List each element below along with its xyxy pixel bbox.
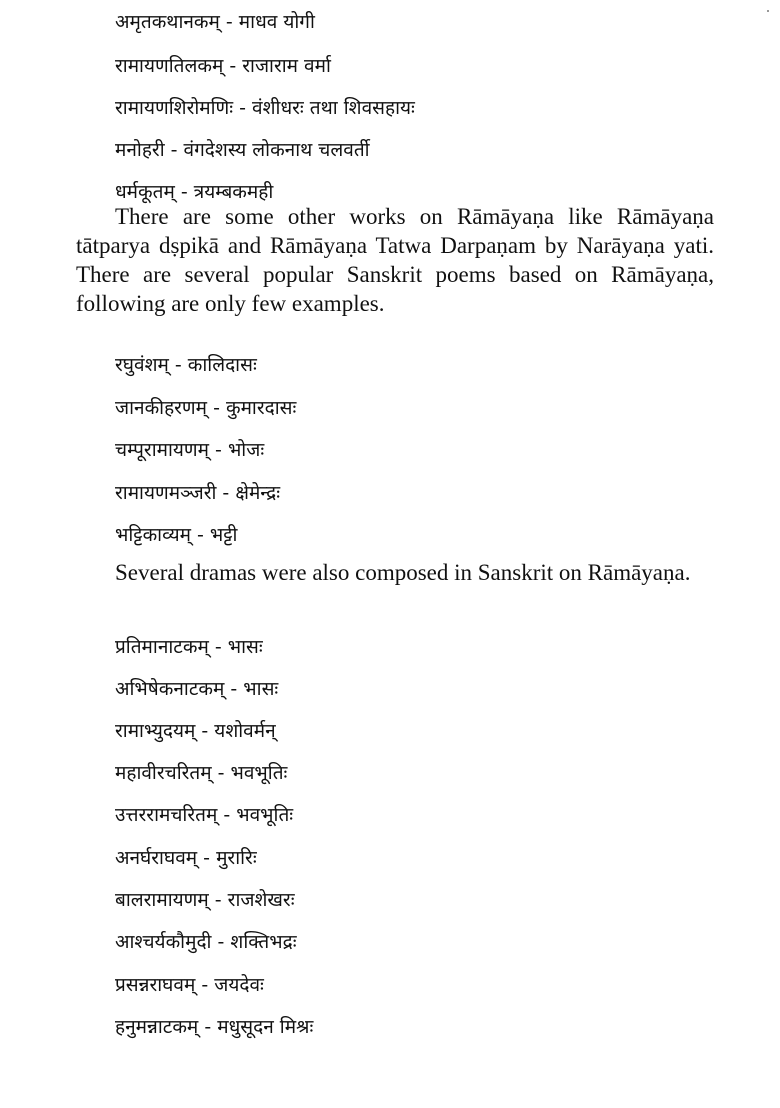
poem-entry: रघुवंशम् - कालिदासः [115,354,257,376]
work-entry: धर्मकूतम् - त्रयम्बकमही [115,181,274,203]
drama-entry: महावीरचरितम् - भवभूतिः [115,762,288,784]
paragraph-other-works: There are some other works on Rāmāyaṇa like Rāmāyaṇa tātparya dṣpikā and Rāmāyaṇa Tatwa Darpaṇam by Narāyaṇa yati. There are several popular Sanskrit poems based on Rāmāyaṇa, following are only few examples. [76,204,714,316]
paragraph-dramas: Several dramas were also composed in Sanskrit on Rāmāyaṇa. [115,560,691,585]
drama-entry: हनुमन्नाटकम् - मधुसूदन मिश्रः [115,1016,314,1038]
drama-entry: अनर्घराघवम् - मुरारिः [115,847,257,869]
work-entry: अमृतकथानकम् - माधव योगी [115,11,315,33]
poem-entry: भट्टिकाव्यम् - भट्टी [115,524,238,546]
drama-entry: प्रतिमानाटकम् - भासः [115,636,263,658]
work-entry: मनोहरी - वंगदेशस्य लोकनाथ चलवर्ती [115,139,370,161]
drama-entry: प्रसन्नराघवम् - जयदेवः [115,974,264,996]
drama-entry: आश्चर्यकौमुदी - शक्तिभद्रः [115,931,297,953]
poem-entry: जानकीहरणम् - कुमारदासः [115,397,297,419]
drama-entry: अभिषेकनाटकम् - भासः [115,678,279,700]
scan-speck [767,10,769,12]
drama-entry: उत्तररामचरितम् - भवभूतिः [115,804,294,826]
work-entry: रामायणशिरोमणिः - वंशीधरः तथा शिवसहायः [115,97,415,119]
poem-entry: चम्पूरामायणम् - भोजः [115,439,265,461]
work-entry: रामायणतिलकम् - राजाराम वर्मा [115,55,331,77]
drama-entry: रामाभ्युदयम् - यशोवर्मन् [115,720,276,742]
drama-entry: बालरामायणम् - राजशेखरः [115,889,295,911]
poem-entry: रामायणमञ्जरी - क्षेमेन्द्रः [115,482,281,504]
